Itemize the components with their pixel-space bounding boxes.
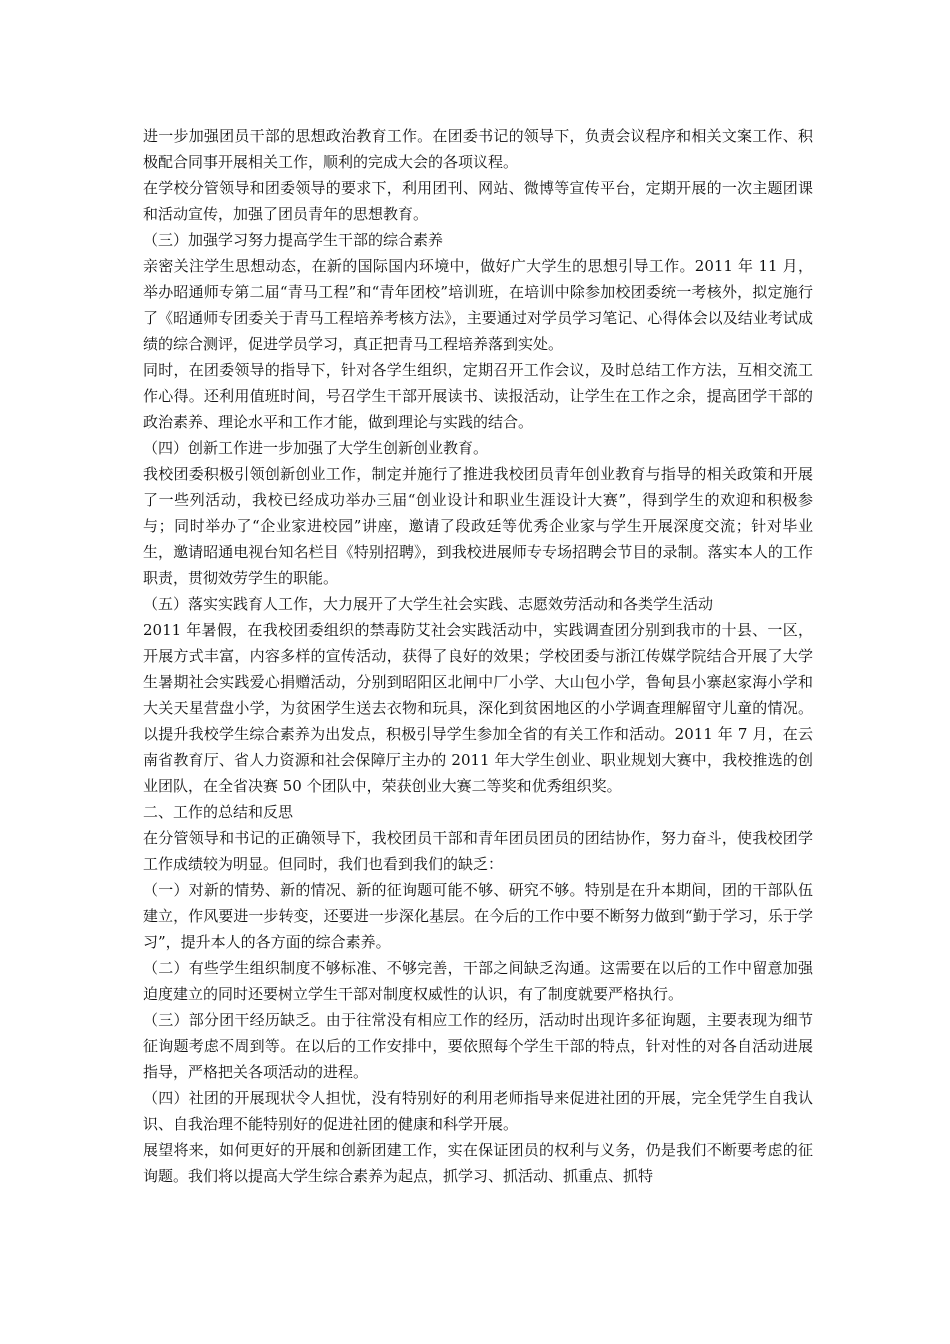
section-heading: 二、工作的总结和反思 [143,803,294,821]
paragraph: 亲密关注学生思想动态，在新的国际国内环境中，做好广大学生的思想引导工作。2011 年 11 月，举办昭通师专第二届“青马工程”和“青年团校”培训班，在培训中除参加校团委统一考核外，拟定施行了《昭通师专团委关于青马工程培养考核方法》，主要通过对学员学习笔记、心得体会以及结业考试成绩的综合测评，促进学员学习，真正把青马工程培养落到实处。 [143,257,813,353]
paragraph: 在学校分管领导和团委领导的要求下，利用团刊、网站、微博等宣传平台，定期开展的一次主题团课和活动宣传，加强了团员青年的思想教育。 [143,179,813,223]
section-heading: （五）落实实践育人工作，大力展开了大学生社会实践、志愿效劳活动和各类学生活动 [143,595,714,613]
paragraph: （四）社团的开展现状令人担忧，没有特别好的利用老师指导来促进社团的开展，完全凭学生自我认识、自我治理不能特别好的促进社团的健康和科学开展。 [143,1089,813,1133]
paragraph: 2011 年暑假，在我校团委组织的禁毒防艾社会实践活动中，实践调查团分别到我市的十县、一区，开展方式丰富，内容多样的宣传活动，获得了良好的效果；学校团委与浙江传媒学院结合开展了大学生暑期社会实践爱心捐赠活动，分别到昭阳区北闸中厂小学、大山包小学，鲁甸县小寨赵家海小学和大关天星营盘小学，为贫困学生送去衣物和玩具，深化到贫困地区的小学调查理解留守儿童的情况。 以提升我校学生综合素养为出发点，积极引导学生参加全省的有关工作和活动。2011 年 7 月，在云南省教育厅、省人力资源和社会保障厅主办的 2011 年大学生创业、职业规划大赛中，我校推选的创业团队，在全省决赛 50 个团队中，荣获创业大赛二等奖和优秀组织奖。 [143,621,813,795]
paragraph: （三）部分团干经历缺乏。由于往常没有相应工作的经历，活动时出现许多征询题，主要表现为细节征询题考虑不周到等。在以后的工作安排中，要依照每个学生干部的特点，针对性的对各自活动进展指导，严格把关各项活动的进程。 [143,1011,813,1081]
document-body [143,123,813,1189]
paragraph: 进一步加强团员干部的思想政治教育工作。在团委书记的领导下，负责会议程序和相关文案工作、积极配合同事开展相关工作，顺利的完成大会的各项议程。 [143,127,813,171]
section-heading: （四）创新工作进一步加强了大学生创新创业教育。 [143,439,489,457]
section-heading: （三）加强学习努力提高学生干部的综合素养 [143,231,444,249]
paragraph: （二）有些学生组织制度不够标准、不够完善，干部之间缺乏沟通。这需要在以后的工作中留意加强迫度建立的同时还要树立学生干部对制度权威性的认识，有了制度就要严格执行。 [143,959,813,1003]
paragraph: 同时，在团委领导的指导下，针对各学生组织，定期召开工作会议，及时总结工作方法，互相交流工作心得。还利用值班时间，号召学生干部开展读书、读报活动，让学生在工作之余，提高团学干部的政治素养、理论水平和工作才能，做到理论与实践的结合。 [143,361,813,431]
paragraph: 我校团委积极引领创新创业工作，制定并施行了推进我校团员青年创业教育与指导的相关政策和开展了一些列活动，我校已经成功举办三届“创业设计和职业生涯设计大赛”，得到学生的欢迎和积极参与；同时举办了“企业家进校园”讲座，邀请了段政廷等优秀企业家与学生开展深度交流；针对毕业生，邀请昭通电视台知名栏目《特别招聘》，到我校进展师专专场招聘会节目的录制。落实本人的工作职责，贯彻效劳学生的职能。 [143,465,813,587]
paragraph: 展望将来，如何更好的开展和创新团建工作，实在保证团员的权利与义务，仍是我们不断要考虑的征询题。我们将以提高大学生综合素养为起点，抓学习、抓活动、抓重点、抓特 [143,1141,813,1185]
paragraph: 在分管领导和书记的正确领导下，我校团员干部和青年团员团员的团结协作，努力奋斗，使我校团学工作成绩较为明显。但同时，我们也看到我们的缺乏： [143,829,813,873]
paragraph: （一）对新的情势、新的情况、新的征询题可能不够、研究不够。特别是在升本期间，团的干部队伍建立，作风要进一步转变，还要进一步深化基层。在今后的工作中要不断努力做到“勤于学习，乐于学习”，提升本人的各方面的综合素养。 [143,881,813,951]
